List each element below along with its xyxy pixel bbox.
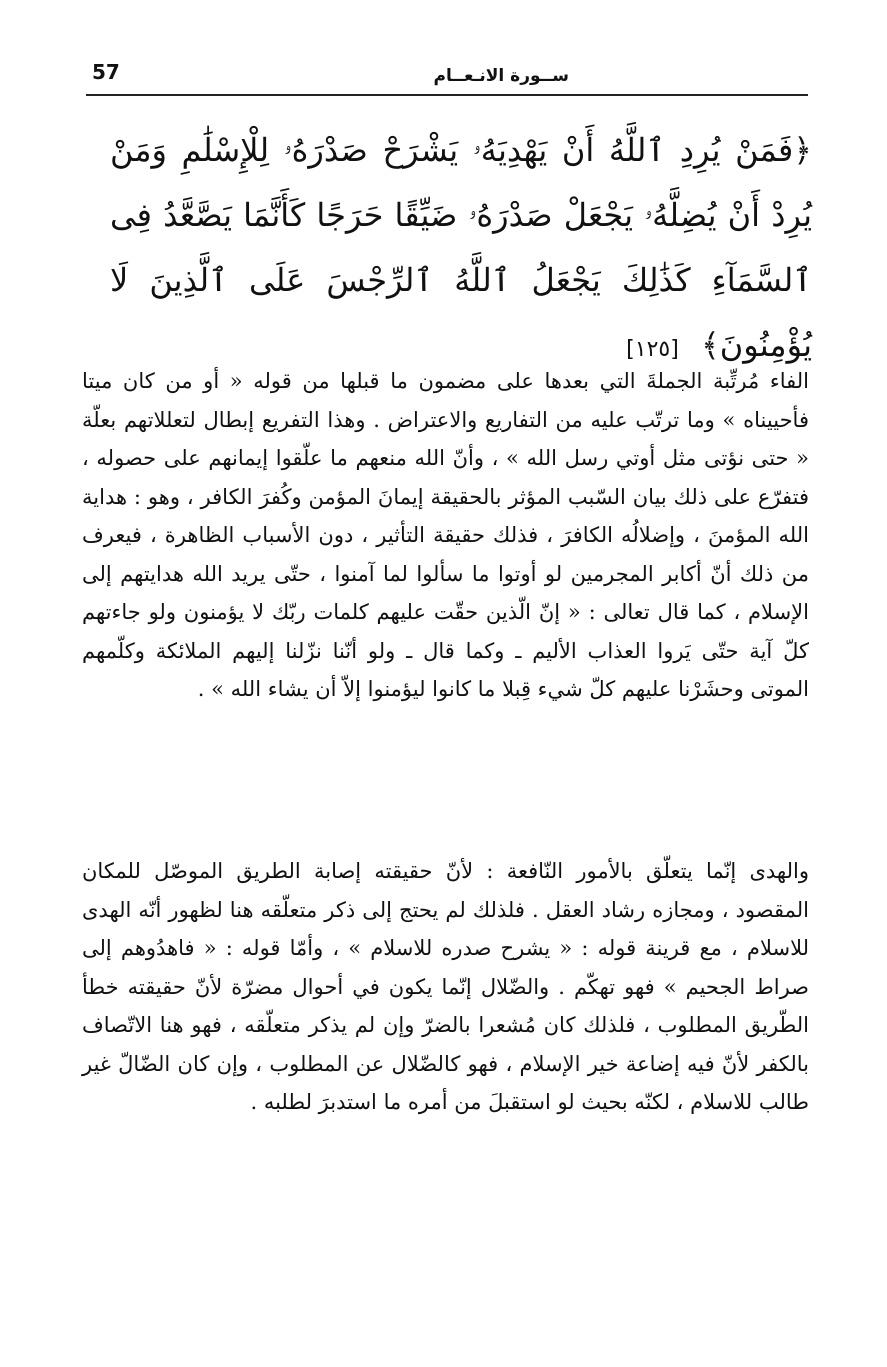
header-divider bbox=[86, 94, 808, 96]
verse-text: ﴿فَمَنْ يُرِدِ ٱللَّهُ أَنْ يَهْدِيَهُۥ يَشْرَحْ صَدْرَهُۥ لِلْإِسْلَٰمِ وَمَنْ يُرِدْ أَنْ يُضِلَّهُۥ يَجْعَلْ صَدْرَهُۥ ضَيِّقًا حَرَجًا كَأَنَّمَا يَصَّعَّدُ فِى ٱلسَّمَآءِ كَذَٰلِكَ يَجْعَلُ ٱللَّهُ ٱلرِّجْسَ عَلَى ٱلَّذِينَ لَا يُؤْمِنُونَ﴾ bbox=[110, 131, 812, 364]
commentary-paragraph-1: الفاء مُرتِّبة الجملةَ التي بعدها على مضمون ما قبلها من قوله « أو من كان ميتا فأحييناه » وما ترتّب عليه من التفاريع والاعتراض . وهذا التفريع إبطال لتعللاتهم بعلّة « حتى نؤتى مثل أوتي رسل الله » ، وأنّ الله منعهم ما علّقوا إيمانهم على حصوله ، فتفرّع على ذلك بيان السّبب المؤثر بالحقيقة إيمانَ المؤمن وكُفرَ الكافر ، وهو : هداية الله المؤمنَ ، وإضلالُه الكافرَ ، فذلك حقيقة التأثير ، دون الأسباب الظاهرة ، فيعرف من ذلك أنّ أكابر المجرمين لو أوتوا ما سألوا لما آمنوا ، حتّى يريد الله هدايتهم إلى الإسلام ، كما قال تعالى : « إنّ الّذين حقّت عليهم كلمات ربّك لا يؤمنون ولو جاءتهم كلّ آية حتّى يَروا العذاب الأليم ـ وكما قال ـ ولو أنّنا نزّلنا إليهم الملائكة وكلّمهم الموتى وحشَرْنا عليهم كلّ شيء قِبلا ما كانوا ليؤمنوا إلاّ أن يشاء الله » . bbox=[82, 369, 809, 701]
quran-verse bbox=[110, 118, 812, 382]
running-header-title: ســورة الانـعــام bbox=[433, 66, 569, 86]
commentary-paragraph-2: والهدى إنّما يتعلّق بالأمور النّافعة : لأنّ حقيقته إصابة الطريق الموصّل للمكان المقصود ، ومجازه رشاد العقل . فلذلك لم يحتج إلى ذكر متعلّقه هنا لظهور أنّه الهدى للاسلام ، مع قرينة قوله : « يشرح صدره للاسلام » ، وأمّا قوله : « فاهدُوهم إلى صراط الجحيم » فهو تهكّم . والضّلال إنّما يكون في أحوال مضرّة لأنّ حقيقته خطأ الطّريق المطلوب ، فلذلك كان مُشعرا بالضرّ وإن لم يذكر متعلّقه ، فهو هنا الاتّصاف بالكفر لأنّ فيه إضاعة خير الإسلام ، فهو كالضّلال عن المطلوب ، وإن كان الضّالّ غير طالب للاسلام ، لكنّه بحيث لو استقبلَ من أمره ما استدبرَ لطلبه . bbox=[82, 859, 809, 1114]
verse-number: [١٢٥] bbox=[626, 337, 679, 362]
page-number: 57 bbox=[92, 60, 120, 84]
